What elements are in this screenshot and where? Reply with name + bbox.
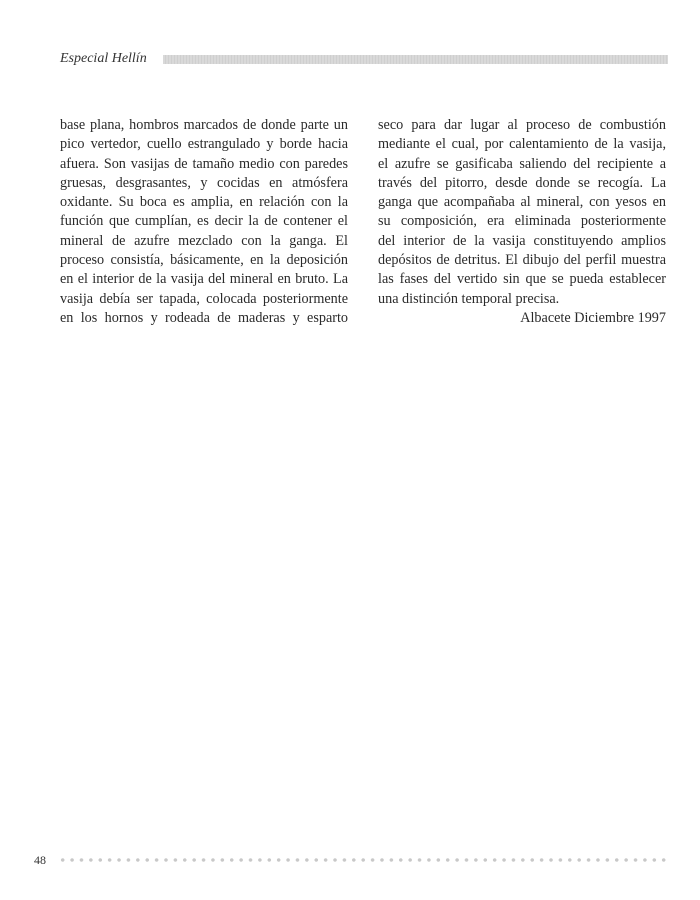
text-line: una distinción temporal precisa. (378, 290, 560, 307)
footer-dotted-rule (58, 857, 668, 863)
text-line: pico vertedor, cuello estrangulado y borde hacia (60, 136, 348, 153)
text-line: mineral de azufre mezclado con la ganga. El (60, 232, 348, 249)
text-line: el azufre se gasificaba saliendo del recipiente a (378, 155, 666, 172)
text-line: en los hornos y rodeada de maderas y esparto (60, 309, 348, 326)
paragraph-left (60, 116, 348, 328)
text-line: vasija debía ser tapada, colocada posteriormente (60, 290, 348, 307)
running-header (60, 50, 670, 70)
text-line: base plana, hombros marcados de donde parte un (60, 117, 348, 133)
text-line: proceso consistía, básicamente, en la deposición (60, 252, 348, 269)
header-title: Especial Hellín (60, 51, 147, 66)
text-line: mediante el cual, por calentamiento de la vasija, (378, 136, 666, 153)
text-line: las fases del vertido sin que se pueda establecer (378, 271, 666, 288)
text-line: gruesas, desgrasantes, y cocidas en atmósfera (60, 174, 348, 191)
text-line: función que cumplían, es decir la de contener el (60, 213, 348, 230)
text-line: depósitos de detritus. El dibujo del perfil muestra (378, 252, 666, 269)
text-column-right (378, 116, 666, 328)
page-footer (34, 853, 670, 869)
text-line: en el interior de la vasija del mineral en bruto. La (60, 271, 348, 288)
page-number: 48 (34, 853, 46, 867)
text-line: oxidante. Su boca es amplia, en relación con la (60, 194, 348, 211)
signature-place-date: Albacete Diciembre 1997 (520, 309, 666, 326)
text-line: afuera. Son vasijas de tamaño medio con paredes (60, 155, 348, 172)
header-rule (163, 55, 668, 64)
text-line: del interior de la vasija constituyendo amplios (378, 232, 666, 249)
text-line: seco para dar lugar al proceso de combustión (378, 117, 666, 133)
text-line: ganga que acompañaba al mineral, con yesos en (378, 194, 666, 211)
paragraph-right (378, 116, 666, 309)
text-column-left (60, 116, 348, 328)
text-line: través del pitorro, desde donde se recogía. La (378, 174, 666, 191)
text-line: su composición, era eliminada posteriormente (378, 213, 666, 230)
